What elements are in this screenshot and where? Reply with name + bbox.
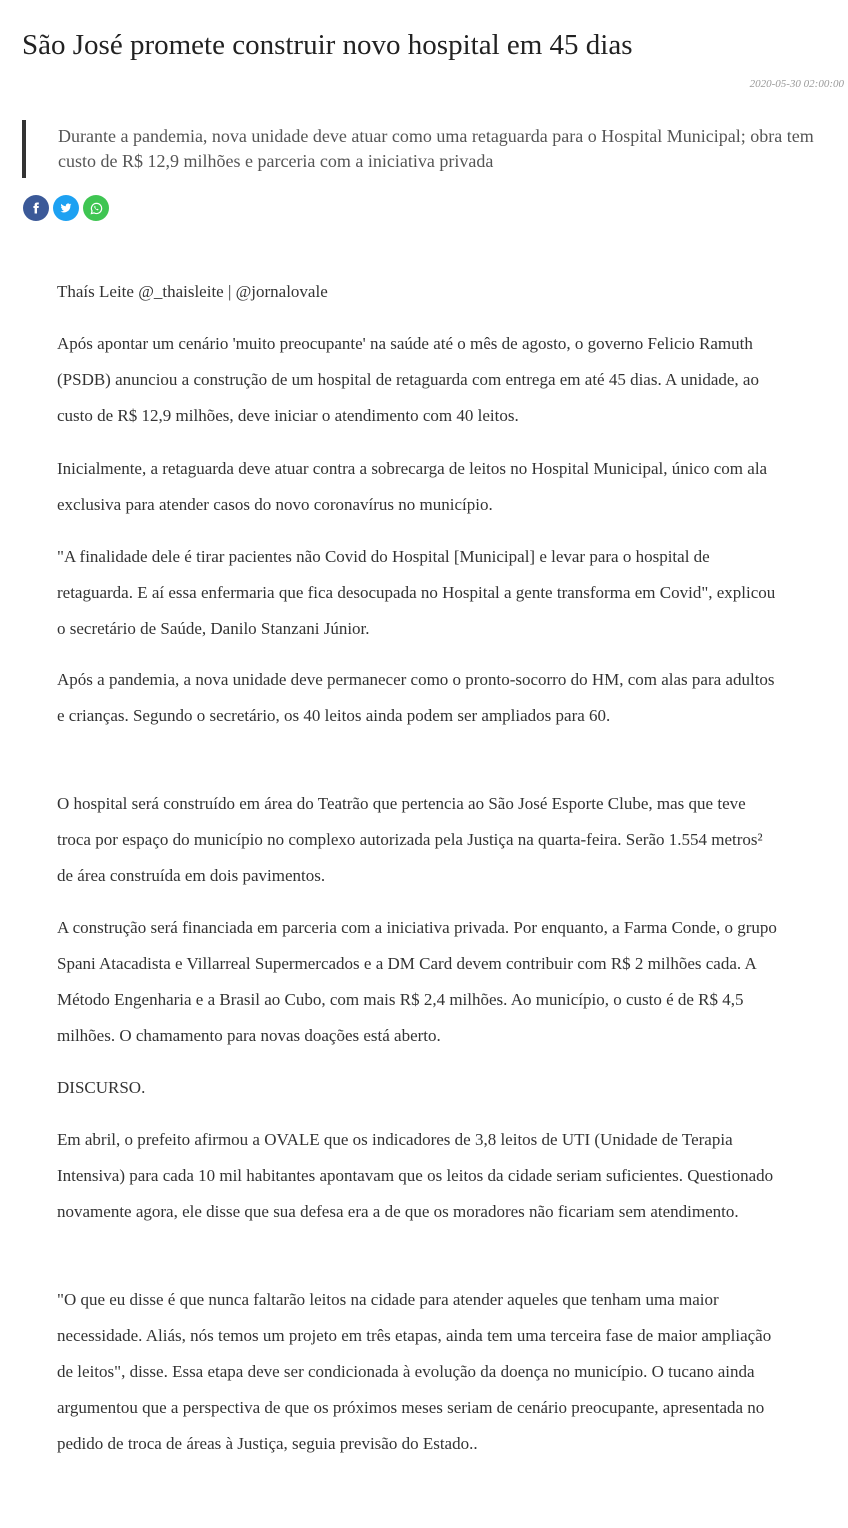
whatsapp-share-button[interactable] (83, 195, 109, 221)
summary-text: Durante a pandemia, nova unidade deve atuar como uma retaguarda para o Hospital Municipal; obra tem custo de R$ 12,9 milhões e parceria com a iniciativa privada (58, 126, 814, 171)
article-paragraph: O hospital será construído em área do Teatrão que pertencia ao São José Esporte Clube, mas que teve troca por espaço do município no complexo autorizada pela Justiça na quarta-feira. Serão 1.554 metros² de área construída em dois pavimentos. (57, 794, 763, 885)
article-paragraph: Após apontar um cenário 'muito preocupante' na saúde até o mês de agosto, o governo Felicio Ramuth (PSDB) anunciou a construção de um hospital de retaguarda com entrega em até 45 dias. A unidade, ao custo de R$ 12,9 milhões, deve iniciar o atendimento com 40 leitos. (57, 334, 759, 425)
article-title: São José promete construir novo hospital em 45 dias (22, 29, 633, 61)
share-bar (23, 195, 109, 221)
article-summary (22, 120, 826, 178)
article-paragraph: A construção será financiada em parceria com a iniciativa privada. Por enquanto, a Farma Conde, o grupo Spani Atacadista e Villarreal Supermercados e a DM Card devem contribuir com R$ 2 milhões cada. A Método Engenharia e a Brasil ao Cubo, com mais R$ 2,4 milhões. Ao município, o custo é de R$ 4,5 milhões. O chamamento para novas doações está aberto. (57, 918, 777, 1045)
article-paragraph: "O que eu disse é que nunca faltarão leitos na cidade para atender aqueles que tenham uma maior necessidade. Aliás, nós temos um projeto em três etapas, ainda tem uma terceira fase de maior ampliação de leitos", disse. Essa etapa deve ser condicionada à evolução da doença no município. O tucano ainda argumentou que a perspectiva de que os próximos meses seriam de cenário preocupante, apresentada no pedido de troca de áreas à Justiça, seguia previsão do Estado.. (57, 1290, 772, 1453)
whatsapp-icon (90, 202, 103, 215)
byline: Thaís Leite @_thaisleite | @jornalovale (57, 282, 328, 301)
article-paragraph: Inicialmente, a retaguarda deve atuar contra a sobrecarga de leitos no Hospital Municipal, único com ala exclusiva para atender casos do novo coronavírus no município. (57, 459, 768, 514)
facebook-icon (30, 202, 42, 214)
publish-date: 2020-05-30 02:00:00 (749, 78, 844, 90)
facebook-share-button[interactable] (23, 195, 49, 221)
article-paragraph: Em abril, o prefeito afirmou a OVALE que os indicadores de 3,8 leitos de UTI (Unidade de Terapia Intensiva) para cada 10 mil habitantes apontavam que os leitos da cidade seriam suficientes. Questionado novamente agora, ele disse que sua defesa era a de que os moradores não ficariam sem atendimento. (57, 1130, 774, 1221)
section-heading: DISCURSO. (57, 1078, 146, 1097)
article-paragraph: "A finalidade dele é tirar pacientes não Covid do Hospital [Municipal] e levar para o hospital de retaguarda. E aí essa enfermaria que fica desocupada no Hospital a gente transforma em Covid", explicou o secretário de Saúde, Danilo Stanzani Júnior. (57, 547, 776, 638)
twitter-share-button[interactable] (53, 195, 79, 221)
article-paragraph: Após a pandemia, a nova unidade deve permanecer como o pronto-socorro do HM, com alas para adultos e crianças. Segundo o secretário, os 40 leitos ainda podem ser ampliados para 60. (57, 670, 775, 725)
twitter-icon (60, 202, 72, 214)
